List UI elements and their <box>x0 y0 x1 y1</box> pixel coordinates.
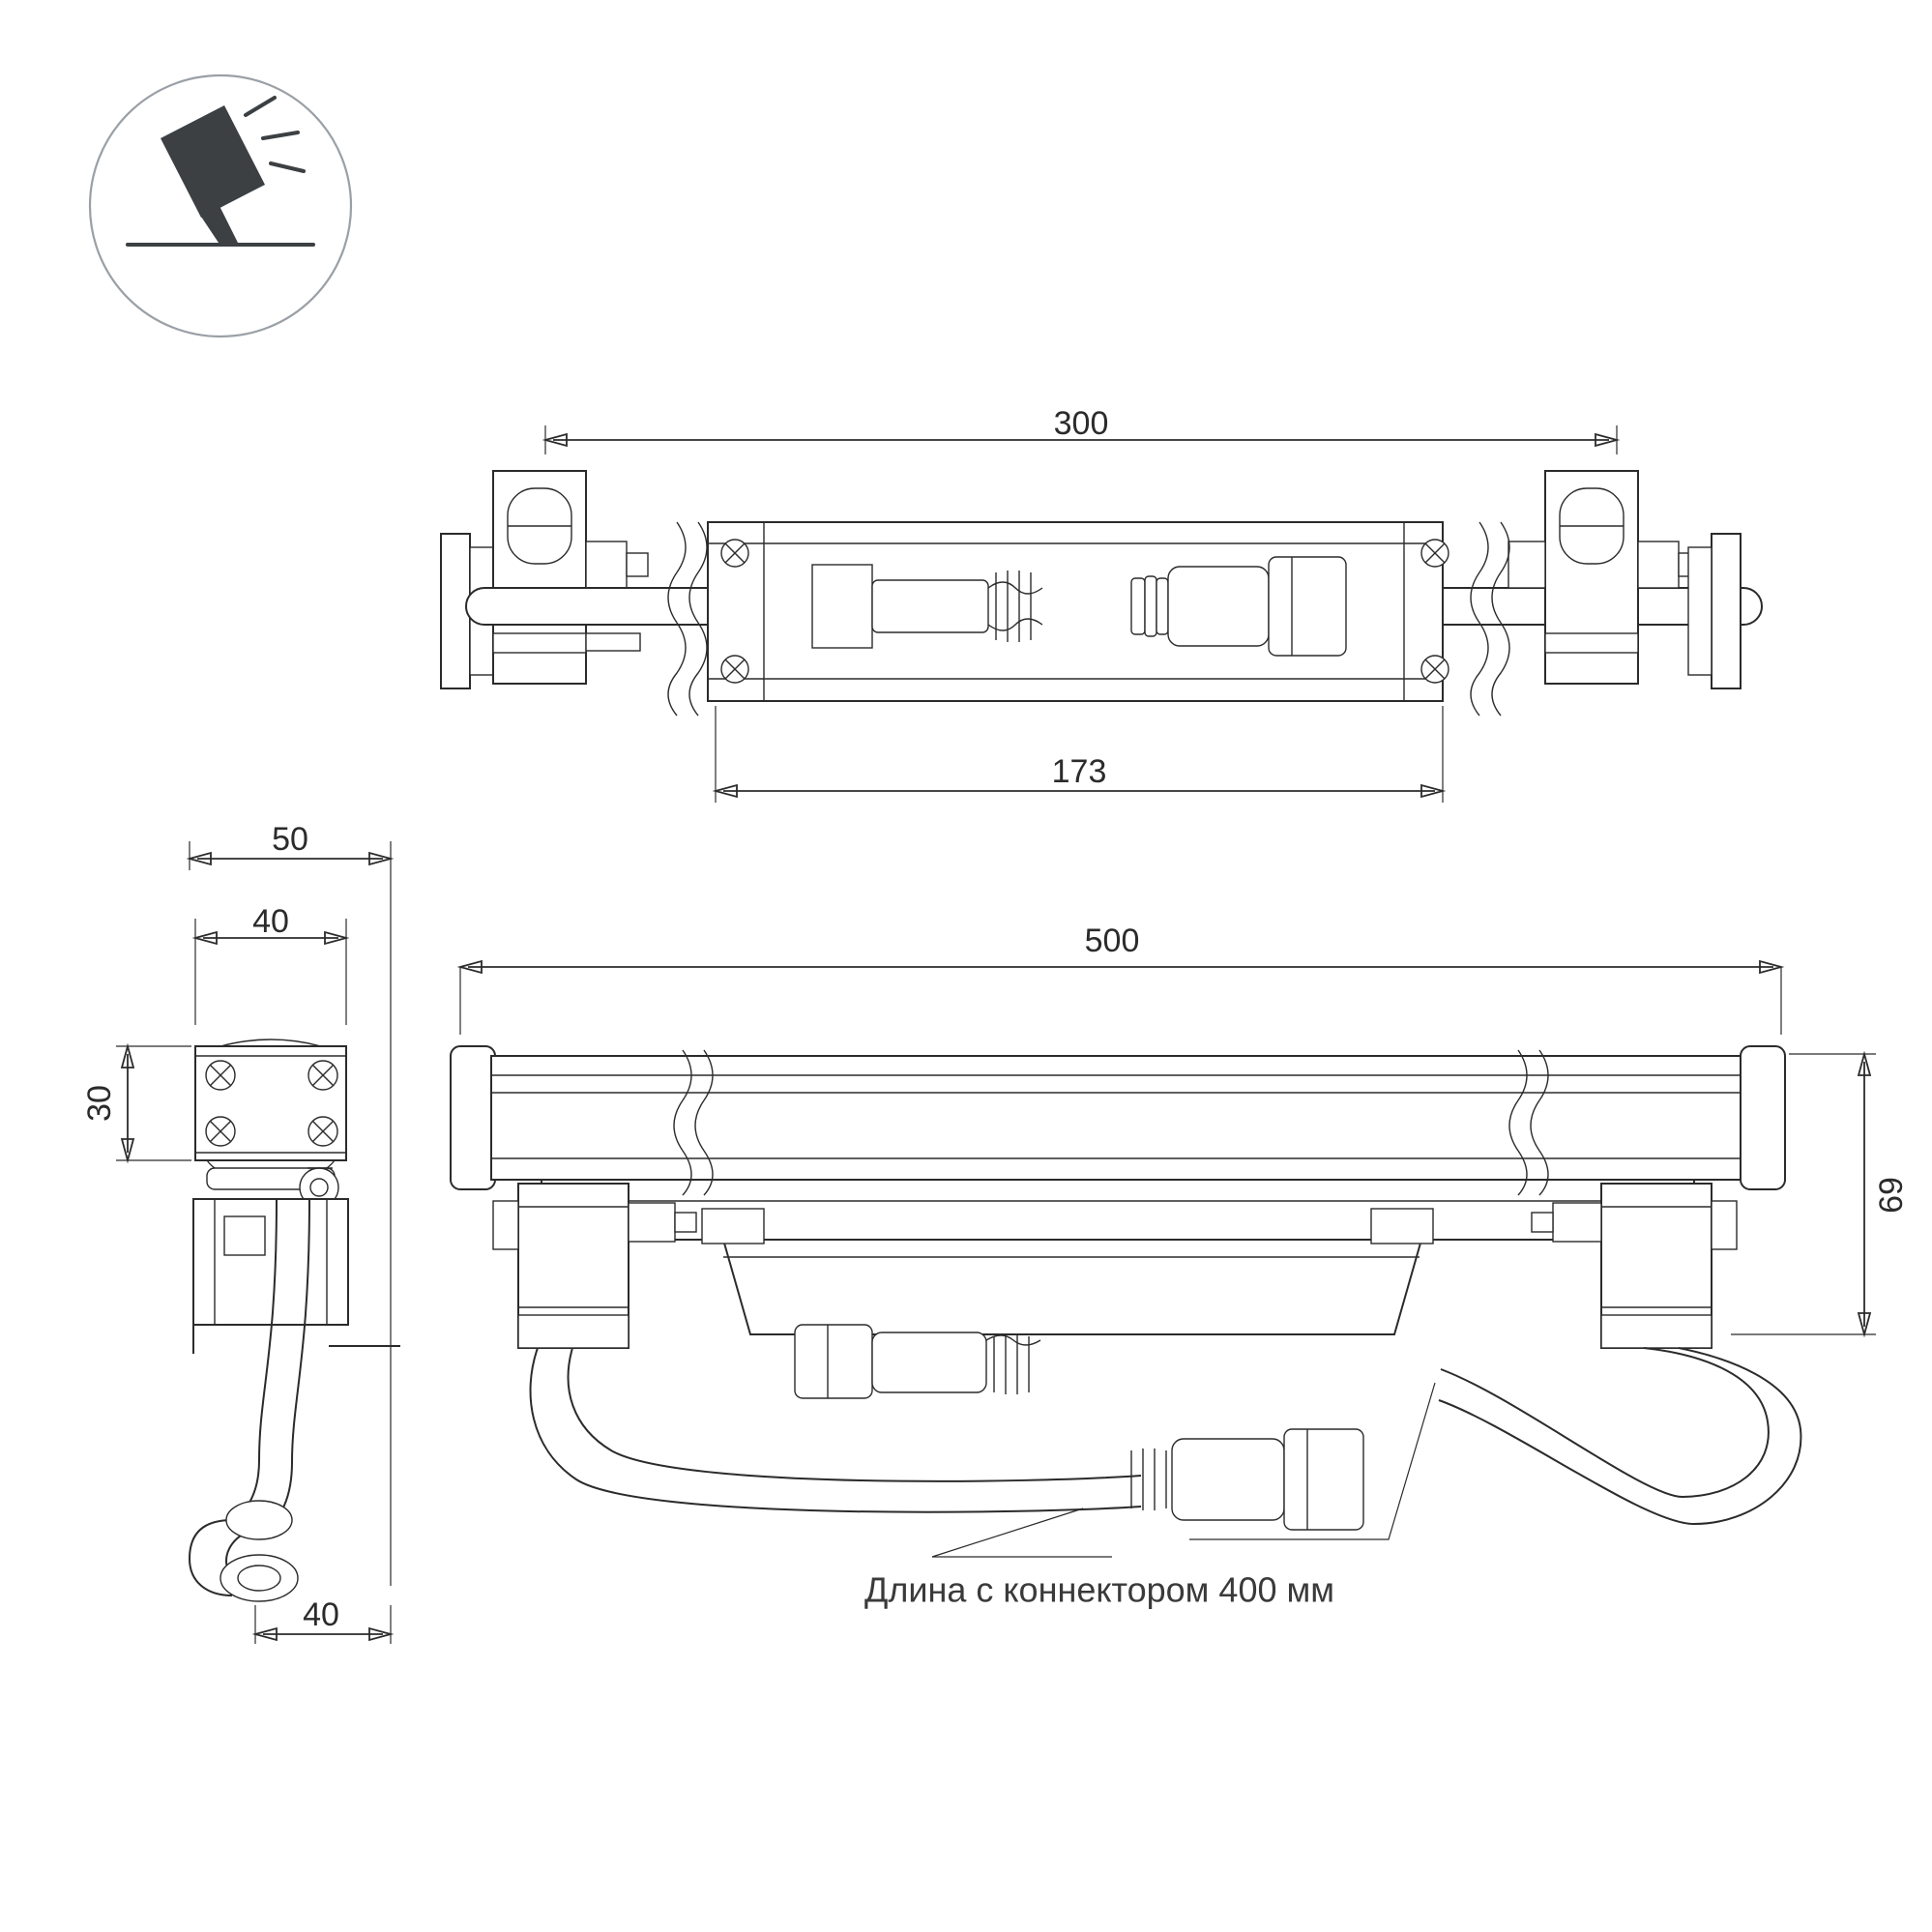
dimension-label-300: 300 <box>1053 404 1109 442</box>
dimension-label-173: 173 <box>1051 752 1107 790</box>
dimension-label-500: 500 <box>1084 922 1140 959</box>
dimension-label-40-bottom: 40 <box>303 1595 339 1633</box>
dimension-label-40-top: 40 <box>252 902 289 940</box>
cable-length-note: Длина с коннектором 400 мм <box>864 1569 1334 1610</box>
dimension-label-50: 50 <box>272 820 308 858</box>
dimension-label-30: 30 <box>80 1085 118 1122</box>
dimension-label-69: 69 <box>1872 1177 1910 1214</box>
